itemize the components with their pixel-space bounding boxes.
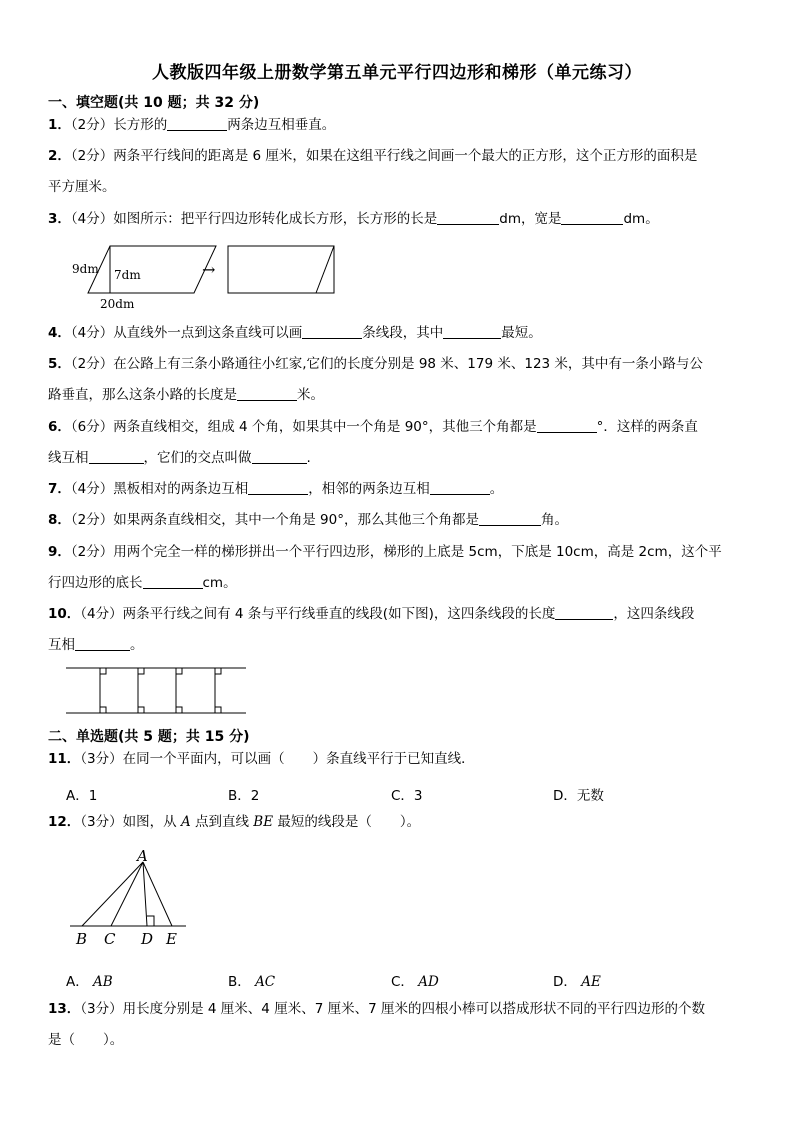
question-13-cont: [48, 1025, 748, 1056]
q9-text-b: 行四边形的底长: [48, 575, 143, 591]
q12-option-b[interactable]: [228, 970, 275, 990]
q6-blank-relation[interactable]: [89, 449, 144, 464]
q5-text-c: 米。: [297, 387, 324, 403]
q4-text-a: 从直线外一点到这条直线可以画: [113, 325, 303, 341]
question-12: [48, 807, 748, 838]
q8-text-a: 如果两条直线相交，其中一个角是 90°，那么其他三个角都是: [113, 512, 479, 528]
q12-option-c-letter: C．: [391, 974, 414, 990]
q11-number: 11．: [48, 751, 81, 767]
q10-figure: [62, 662, 252, 718]
q12-option-d[interactable]: [553, 970, 601, 990]
q4-text-c: 最短。: [501, 325, 542, 341]
question-7: [48, 474, 748, 505]
q7-blank-adjacent[interactable]: [430, 480, 490, 495]
q8-blank[interactable]: [479, 511, 541, 526]
q4-blank-count[interactable]: [302, 324, 362, 339]
q8-score: （2分）: [70, 512, 114, 528]
q7-text-a: 黑板相对的两条边互相: [113, 481, 249, 497]
q10-text-a: 两条平行线之间有 4 条与平行线垂直的线段(如下图)，这四条线段的长度: [122, 606, 556, 622]
rectangle-shape: [228, 246, 334, 293]
page-title: 人教版四年级上册数学第五单元平行四边形和梯形（单元练习）: [152, 63, 642, 83]
q2-text-b: 平方厘米。: [48, 179, 116, 195]
question-6: [48, 412, 748, 443]
q6-blank-angle[interactable]: [537, 418, 597, 433]
question-8: [48, 505, 748, 536]
perpendicular-segment-4: [215, 668, 221, 713]
q3-label-height: 7dm: [114, 268, 141, 282]
q3-label-base: 20dm: [100, 297, 135, 311]
perpendicular-segment-2: [138, 668, 144, 713]
q12-option-d-value: AE: [581, 974, 601, 990]
q12-option-b-letter: B．: [228, 974, 251, 990]
q13-text-a: 用长度分别是 4 厘米、4 厘米、7 厘米、7 厘米的四根小棒可以搭成形状不同的平行四边形的个数: [122, 1001, 705, 1017]
question-2-cont: [48, 172, 748, 203]
q6-score: （6分）: [70, 419, 114, 435]
q9-number: 9．: [48, 544, 71, 560]
q10-number: 10．: [48, 606, 81, 622]
q6-text-a: 两条直线相交，组成 4 个角，如果其中一个角是 90°，其他三个角都是: [113, 419, 537, 435]
section-fill-heading: 一、填空题(共 10 题；共 32 分): [48, 95, 260, 111]
q4-blank-shortest[interactable]: [443, 324, 501, 339]
question-11: [48, 744, 748, 775]
q3-blank-length[interactable]: [437, 210, 499, 225]
question-9: [48, 537, 748, 568]
q3-score: （4分）: [70, 211, 114, 227]
perpendicular-segment-1: [100, 668, 106, 713]
q3-blank-width[interactable]: [561, 210, 623, 225]
question-5-cont: [48, 380, 748, 411]
q11-text-a: 在同一个平面内，可以画（: [122, 751, 285, 767]
q12-line-be: BE: [253, 814, 274, 830]
q9-text-a: 用两个完全一样的梯形拼出一个平行四边形，梯形的上底是 5cm，下底是 10cm，高是 2cm，这个平: [113, 544, 722, 560]
q12-text-b: 点到直线: [194, 814, 249, 830]
question-6-cont: [48, 443, 748, 474]
rectangle-cut-line: [316, 246, 334, 293]
q6-number: 6．: [48, 419, 71, 435]
label-a: A: [137, 847, 148, 865]
q2-text-a: 两条平行线间的距离是 6 厘米，如果在这组平行线之间画一个最大的正方形，这个正方形的面积是: [113, 148, 698, 164]
q1-blank[interactable]: [167, 116, 227, 131]
q11-text-b: ）条直线平行于已知直线．: [312, 751, 475, 767]
q3-arrow: →: [202, 260, 216, 279]
q3-number: 3．: [48, 211, 71, 227]
q7-number: 7．: [48, 481, 71, 497]
q5-text-a: 在公路上有三条小路通往小红家,它们的长度分别是 98 米、179 米、123 米，其中有一条小路与公: [113, 356, 703, 372]
q13-number: 13．: [48, 1001, 81, 1017]
q5-number: 5．: [48, 356, 71, 372]
q8-number: 8．: [48, 512, 71, 528]
q12-number: 12．: [48, 814, 81, 830]
question-1: [48, 110, 748, 141]
question-4: [48, 318, 748, 349]
q1-score: （2分）: [70, 117, 114, 133]
q12-option-c-value: AD: [418, 974, 439, 990]
q4-score: （4分）: [70, 325, 114, 341]
question-3: [48, 204, 748, 235]
q13-text-c: ）。: [103, 1032, 124, 1048]
label-d: D: [141, 930, 154, 948]
q6-text-e: .: [306, 450, 311, 466]
q12-figure: [66, 846, 196, 952]
q11-option-d[interactable]: D．无数: [553, 788, 604, 804]
q9-text-c: cm。: [202, 575, 237, 591]
q12-option-d-letter: D．: [553, 974, 577, 990]
q6-text-d: ，它们的交点叫做: [143, 450, 252, 466]
q9-score: （2分）: [70, 544, 114, 560]
q12-text-c: 最短的线段是（: [277, 814, 372, 830]
label-e: E: [166, 930, 177, 948]
q10-text-d: 。: [130, 637, 144, 653]
segment-ac: [111, 862, 143, 926]
q12-option-c[interactable]: [391, 970, 439, 990]
q5-blank[interactable]: [237, 386, 297, 401]
segment-ad: [143, 862, 147, 926]
q4-text-b: 条线段，其中: [362, 325, 444, 341]
right-angle-mark: [147, 916, 154, 926]
q12-text-a: 如图，从: [122, 814, 177, 830]
q12-point-a: A: [180, 814, 191, 830]
q11-score: （3分）: [80, 751, 123, 767]
q4-number: 4．: [48, 325, 71, 341]
q9-blank[interactable]: [143, 574, 203, 589]
perpendicular-segment-3: [176, 668, 182, 713]
question-13: [48, 994, 748, 1025]
q11-option-c[interactable]: C．3: [391, 788, 423, 804]
q12-option-a-value: AB: [93, 974, 113, 990]
q2-score: （2分）: [70, 148, 114, 164]
q6-blank-point[interactable]: [252, 449, 307, 464]
q12-score: （3分）: [80, 814, 123, 830]
label-b: B: [76, 930, 88, 948]
question-9-cont: [48, 568, 748, 599]
q3-figure: [66, 240, 346, 312]
q10-blank-relation[interactable]: [75, 636, 130, 651]
q11-option-b[interactable]: B．2: [228, 788, 260, 804]
q11-option-a[interactable]: A．1: [66, 788, 98, 804]
q10-text-c: 互相: [48, 637, 75, 653]
label-c: C: [104, 930, 116, 948]
q2-number: 2．: [48, 148, 71, 164]
question-5: [48, 349, 748, 380]
q6-text-c: 线互相: [48, 450, 89, 466]
q3-text-a: 如图所示：把平行四边形转化成长方形，长方形的长是: [113, 211, 438, 227]
q5-score: （2分）: [70, 356, 114, 372]
q6-text-b: °．这样的两条直: [596, 419, 698, 435]
question-2: [48, 141, 748, 172]
q3-text-b: dm，宽是: [499, 211, 562, 227]
section-choice-heading: 二、单选题(共 5 题；共 15 分): [48, 729, 250, 745]
q10-blank-length[interactable]: [555, 605, 613, 620]
q7-text-b: ，相邻的两条边互相: [308, 481, 430, 497]
q12-option-b-value: AC: [255, 974, 276, 990]
q3-text-c: dm。: [623, 211, 659, 227]
parallelogram-shape: [88, 246, 216, 293]
q7-score: （4分）: [70, 481, 114, 497]
q10-score: （4分）: [80, 606, 123, 622]
q13-text-b: 是（: [48, 1032, 75, 1048]
q7-blank-opposite[interactable]: [248, 480, 308, 495]
q12-option-a-letter: A．: [66, 974, 89, 990]
question-10: [48, 599, 748, 630]
q8-text-b: 角。: [540, 512, 568, 528]
q12-text-d: ）。: [399, 814, 421, 830]
q1-text-b: 两条边互相垂直。: [227, 117, 336, 133]
question-10-cont: [48, 630, 748, 661]
q7-text-c: 。: [489, 481, 504, 497]
q13-score: （3分）: [80, 1001, 123, 1017]
q10-text-b: ，这四条线段: [613, 606, 695, 622]
q5-text-b: 路垂直，那么这条小路的长度是: [48, 387, 237, 403]
q1-number: 1．: [48, 117, 71, 133]
q3-label-side: 9dm: [72, 262, 99, 276]
q12-option-a[interactable]: [66, 970, 113, 990]
segment-ab: [82, 862, 143, 926]
q1-text-a: 长方形的: [113, 117, 168, 133]
